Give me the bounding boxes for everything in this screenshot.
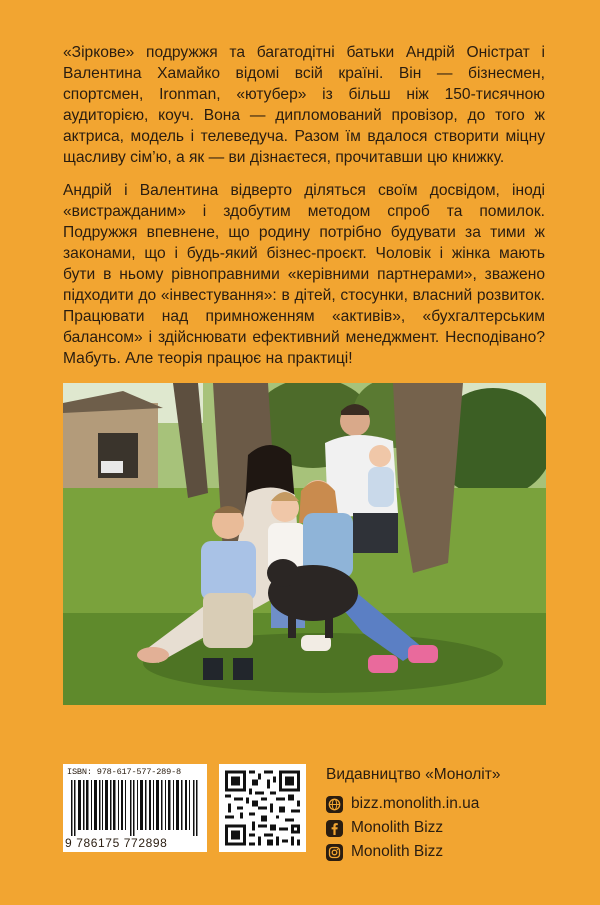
- facebook-icon: [326, 820, 343, 837]
- qr-code[interactable]: [219, 764, 306, 852]
- publisher-info: [326, 764, 556, 865]
- barcode-bars: [71, 780, 199, 836]
- publisher-instagram-link[interactable]: [326, 841, 556, 863]
- isbn-label: ISBN: 978-617-577-289-8: [67, 767, 182, 777]
- facebook-label: Monolith Bizz: [351, 819, 444, 836]
- description-paragraph-2: Андрій і Валентина відверто діляться своїм досвідом, іноді «вистражданим» і здобутим методом спроб та помилок. Подружжя впевнене, що родину потрібно будувати за тими ж законами, що і будь-який бізнес-проєкт. Чоловік і жінка мають бути в ньому рівноправними «керівними партнерами», зважено підходити до «інвестування»: в дітей, стосунки, власний розвиток. Працювати над примноженням «активів», «бухгалтерським балансом» і здійснювати ефективний менеджмент. Несподівано? Мабуть. Але теорія працює на практиці!: [63, 182, 545, 367]
- ean-digits: 9 786175 772898: [65, 836, 168, 850]
- instagram-label: Monolith Bizz: [351, 843, 444, 860]
- publisher-facebook-link[interactable]: [326, 817, 556, 839]
- publisher-website-link[interactable]: [326, 793, 556, 815]
- website-label: bizz.monolith.in.ua: [351, 795, 480, 812]
- description-paragraph-1: «Зіркове» подружжя та багатодітні батьки Андрій Оністрат і Валентина Хамайко відомі всій країні. Він — бізнесмен, спортсмен, Ironman, «ютубер» із більш ніж 150-тисячною аудиторією, коуч. Вона — дипломований провізор, до того ж актриса, модель і телеведуча. Разом їм вдалося створити міцну щасливу сім’ю, а як — ви дізнаєтеся, прочитавши цю книжку.: [63, 44, 545, 166]
- barcode: [63, 764, 207, 852]
- instagram-icon: [326, 844, 343, 861]
- globe-icon: [326, 796, 343, 813]
- publisher-name: Видавництво «Моноліт»: [326, 766, 501, 783]
- family-photo: [63, 383, 546, 705]
